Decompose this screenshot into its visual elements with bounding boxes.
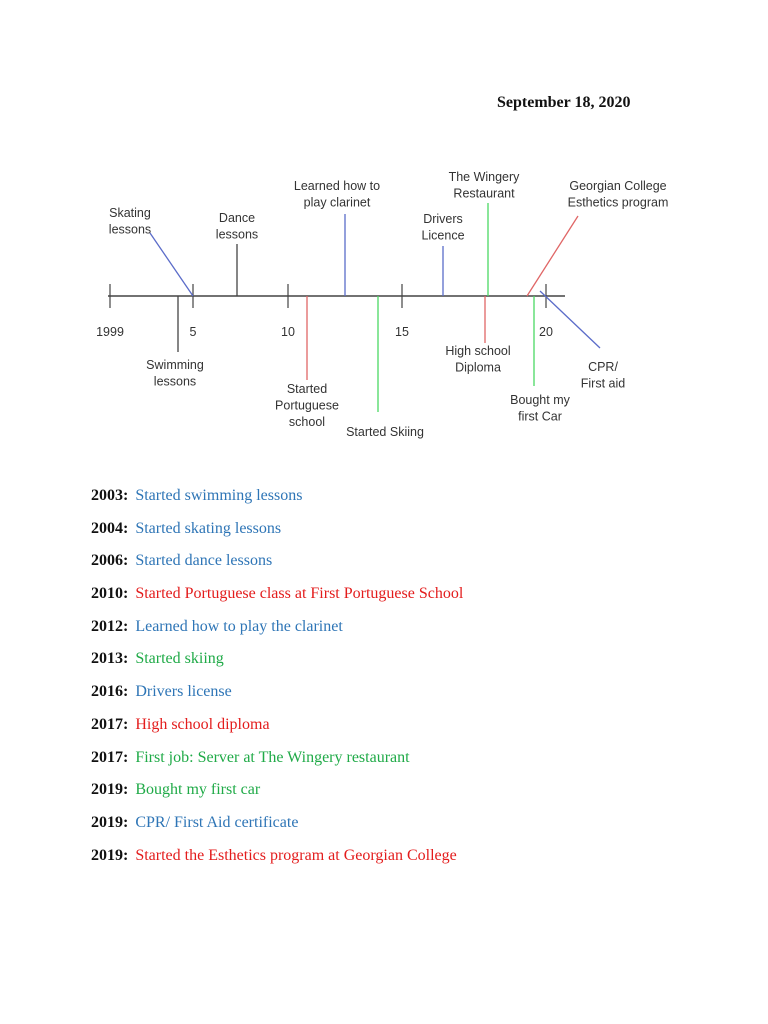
event-colon: : [123, 748, 129, 766]
marker-highschool [445, 296, 510, 375]
document-date: September 18, 2020 [497, 94, 631, 111]
tick-label-1999: 1999 [96, 325, 124, 339]
event-item [91, 550, 463, 583]
event-item [91, 485, 463, 518]
marker-label-swimming [146, 358, 204, 389]
marker-label-line: Portuguese [275, 398, 339, 413]
event-text: Started Portuguese class at First Portuguese School [135, 585, 464, 603]
event-item [91, 779, 463, 812]
marker-label-line: High school [445, 344, 511, 358]
marker-label-wingery [449, 170, 521, 201]
event-year: 2017 [91, 748, 123, 766]
marker-label-drivers [421, 212, 464, 243]
marker-line-cpr [540, 291, 600, 348]
event-item [91, 583, 463, 616]
marker-label-georgian [568, 179, 669, 210]
event-year: 2010 [91, 585, 123, 603]
marker-label-line: school [288, 415, 326, 429]
marker-line-georgian [527, 216, 578, 296]
event-text: Bought my first car [135, 781, 261, 799]
event-year: 2016 [91, 683, 123, 701]
event-text: First job: Server at The Wingery restaurant [135, 748, 410, 766]
marker-label-line: Drivers [423, 212, 463, 226]
event-colon: : [123, 813, 129, 831]
marker-label-line: Diploma [455, 360, 501, 375]
event-item [91, 845, 463, 878]
marker-dance [216, 211, 258, 296]
marker-label-line: Swimming [146, 358, 204, 372]
event-text: Learned how to play the clarinet [135, 617, 343, 635]
tick-label-15: 15 [395, 325, 409, 339]
marker-label-skating [109, 206, 151, 237]
tick-label-10: 10 [281, 325, 295, 339]
event-colon: : [123, 846, 129, 864]
event-colon: : [123, 683, 129, 701]
event-colon: : [123, 617, 129, 635]
event-year: 2003 [91, 487, 123, 504]
event-colon: : [123, 781, 129, 799]
event-item [91, 681, 463, 714]
marker-clarinet [294, 179, 380, 296]
marker-label-car [510, 393, 571, 424]
marker-label-line: Georgian College [569, 179, 667, 193]
marker-label-clarinet [294, 179, 380, 210]
event-item [91, 747, 463, 780]
marker-label-line: Started Skiing [346, 425, 424, 439]
marker-car [510, 296, 571, 424]
event-year: 2017 [91, 715, 123, 733]
marker-label-line: Restaurant [453, 186, 515, 201]
marker-label-line: Esthetics program [567, 195, 669, 210]
event-year: 2013 [91, 650, 123, 668]
marker-cpr [540, 291, 625, 391]
event-year: 2019 [91, 813, 123, 831]
event-item [91, 812, 463, 845]
event-item [91, 714, 463, 747]
event-year: 2006 [91, 552, 123, 570]
event-year: 2019 [91, 781, 123, 799]
marker-skiing [346, 296, 424, 439]
marker-label-skiing [346, 425, 424, 439]
marker-label-line: Licence [421, 228, 465, 243]
event-text: High school diploma [135, 715, 270, 733]
event-year: 2012 [91, 617, 123, 635]
marker-label-line: lessons [215, 227, 259, 242]
marker-skating [109, 206, 193, 296]
event-text: Started skiing [135, 650, 224, 668]
event-list [91, 485, 463, 877]
marker-label-line: Skating [109, 206, 151, 220]
marker-label-line: Dance [218, 211, 256, 225]
marker-label-cpr [581, 360, 626, 391]
marker-label-line: lessons [153, 374, 197, 389]
marker-label-line: play clarinet [303, 195, 371, 210]
event-item [91, 648, 463, 681]
marker-label-line: Learned how to [293, 179, 381, 193]
event-text: Started dance lessons [135, 552, 273, 570]
marker-label-line: Bought my [510, 393, 570, 407]
event-colon: : [123, 519, 129, 537]
event-text: Started skating lessons [135, 519, 282, 537]
timeline-diagram [0, 150, 768, 450]
tick-label-5: 5 [189, 325, 197, 339]
event-item [91, 518, 463, 551]
event-text: Drivers license [135, 683, 232, 701]
event-year: 2004 [91, 519, 123, 537]
event-item [91, 616, 463, 649]
event-colon: : [123, 715, 129, 733]
event-colon: : [123, 650, 129, 668]
marker-georgian [527, 179, 668, 296]
marker-label-line: lessons [108, 222, 152, 237]
marker-label-highschool [445, 344, 510, 375]
marker-swimming [146, 296, 204, 389]
marker-label-line: Started [286, 382, 328, 396]
marker-label-portuguese [275, 382, 339, 429]
marker-label-line: first Car [518, 409, 562, 424]
event-colon: : [123, 585, 129, 603]
event-text: Started swimming lessons [135, 487, 303, 504]
marker-line-skating [150, 233, 193, 296]
event-text: Started the Esthetics program at Georgian College [135, 846, 457, 864]
event-year: 2019 [91, 846, 123, 864]
marker-label-line: The Wingery [448, 170, 520, 184]
marker-label-line: CPR/ [588, 360, 618, 374]
marker-label-line: First aid [580, 376, 626, 391]
event-colon: : [123, 487, 129, 504]
event-text: CPR/ First Aid certificate [135, 813, 299, 831]
marker-label-dance [216, 211, 258, 242]
event-colon: : [123, 552, 129, 570]
marker-portuguese [275, 296, 339, 429]
tick-label-20: 20 [539, 325, 553, 339]
marker-drivers [421, 212, 464, 296]
